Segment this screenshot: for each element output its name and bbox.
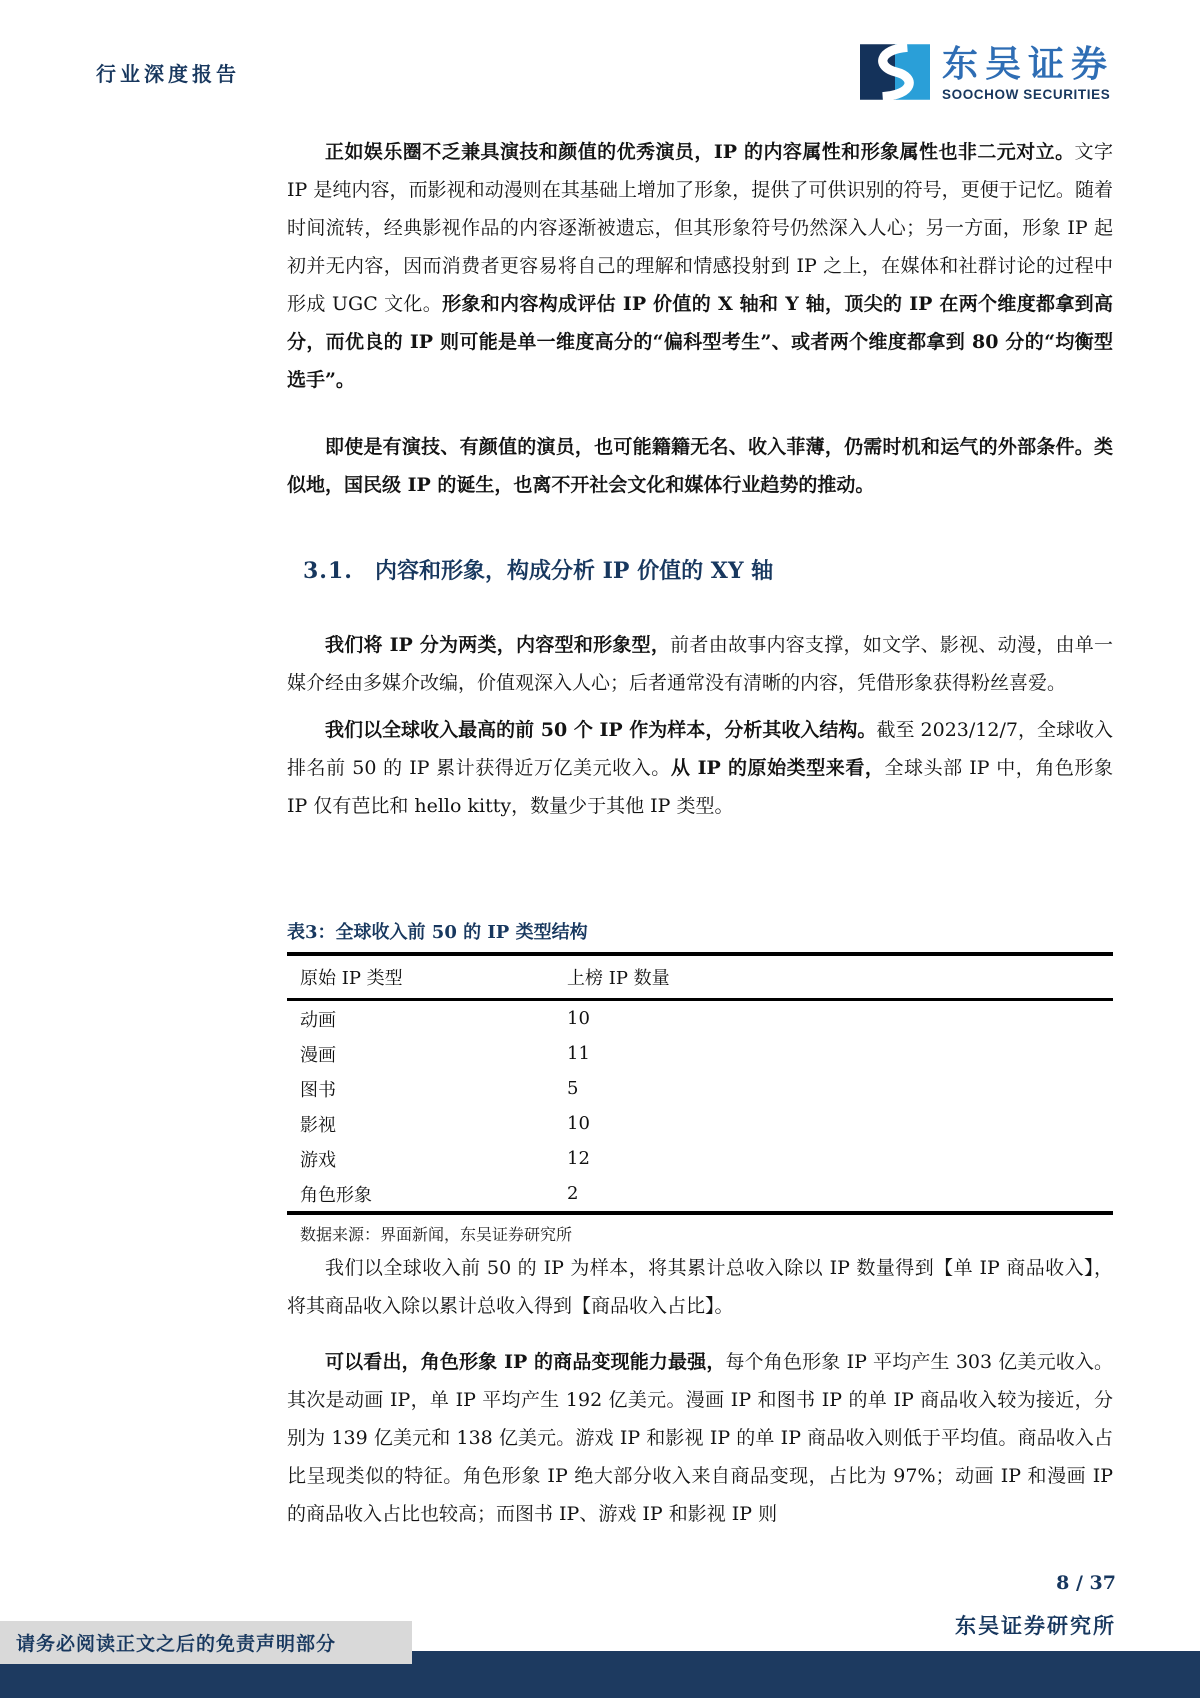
table-cell: 10 [567, 1113, 590, 1134]
table-cell: 图书 [300, 1079, 336, 1101]
brand-name-en: SOOCHOW SECURITIES [942, 87, 1111, 102]
table-cell: 2 [567, 1183, 579, 1204]
source-note: 数据来源：界面新闻，东吴证券研究所 [300, 1225, 573, 1244]
text-run: 我们以全球收入最高的前 50 个 IP 作为样本，分析其收入结构。 [325, 719, 877, 741]
paragraph-1 [287, 133, 1113, 399]
table-row [287, 1106, 1113, 1141]
table-cell: 漫画 [300, 1044, 336, 1066]
soochow-logo-icon [860, 44, 930, 100]
table-row [287, 1176, 1113, 1213]
paragraph-6 [287, 1343, 1113, 1533]
table-row [287, 1036, 1113, 1071]
table-body [287, 1000, 1113, 1214]
paragraph-5 [287, 1249, 1113, 1325]
column-header-ip-count: 上榜 IP 数量 [566, 954, 1113, 1000]
table-cell: 10 [567, 1008, 590, 1029]
text-run: 可以看出，角色形象 IP 的商品变现能力最强， [325, 1351, 726, 1373]
report-type-label: 行业深度报告 [96, 62, 240, 86]
section-title: 内容和形象，构成分析 IP 价值的 XY 轴 [374, 558, 774, 584]
table-header-row [287, 954, 1113, 1000]
table-cell: 动画 [300, 1009, 336, 1031]
brand-logo [860, 44, 1114, 102]
paragraph-3 [287, 626, 1113, 702]
table-row [287, 1141, 1113, 1176]
text-run: 我们以全球收入前 50 的 IP 为样本，将其累计总收入除以 IP 数量得到【单 IP 商品收入】，将其商品收入除以累计总收入得到【商品收入占比】。 [287, 1257, 1113, 1317]
paragraph-2 [287, 428, 1113, 504]
text-run: 截至 2023/12/7，全球收入排名前 50 的 IP 累计获得近万亿美元收入。 [287, 719, 1113, 779]
table-caption: 表3：全球收入前 50 的 IP 类型结构 [287, 922, 588, 943]
table-cell: 5 [567, 1078, 579, 1099]
text-run: 我们将 IP 分为两类，内容型和形象型， [325, 634, 671, 656]
disclaimer-text: 请务必阅读正文之后的免责声明部分 [16, 1633, 337, 1655]
section-heading [287, 556, 1113, 586]
table-block [287, 920, 1113, 1246]
table-row [287, 1071, 1113, 1106]
text-run: 文字 IP 是纯内容，而影视和动漫则在其基础上增加了形象，提供了可供识别的符号，更便于记忆。随着时间流转，经典影视作品的内容逐渐被遗忘，但其形象符号仍然深入人心；另一方面，形象 IP 起初并无内容，因而消费者更容易将自己的理解和情感投射到 IP 之上，在媒体和社群讨论的过程中形成 UGC 文化。 [287, 141, 1113, 315]
column-header-ip-type: 原始 IP 类型 [287, 954, 566, 1000]
table-cell: 游戏 [300, 1149, 336, 1171]
text-run: 从 IP 的原始类型来看， [670, 757, 885, 779]
content-block-bottom [287, 1249, 1113, 1533]
text-run: 即使是有演技、有颜值的演员，也可能籍籍无名、收入菲薄，仍需时机和运气的外部条件。类似地，国民级 IP 的诞生，也离不开社会文化和媒体行业趋势的推动。 [287, 436, 1113, 496]
content-block-top [287, 133, 1113, 825]
text-run: 形象和内容构成评估 IP 价值的 X 轴和 Y 轴，顶尖的 IP 在两个维度都拿到高分，而优良的 IP 则可能是单一维度高分的“偏科型考生”、或者两个维度都拿到 80 分的“均衡型选手”。 [287, 293, 1113, 391]
brand-name-cn: 东吴证券 [942, 43, 1115, 85]
table-cell: 11 [567, 1043, 590, 1064]
section-number: 3.1. [303, 558, 353, 584]
table-row [287, 1000, 1113, 1037]
brand-text [942, 44, 1114, 102]
text-run: 每个角色形象 IP 平均产生 303 亿美元收入。其次是动画 IP，单 IP 平均产生 192 亿美元。漫画 IP 和图书 IP 的单 IP 商品收入较为接近，分别为 139 亿美元和 138 亿美元。游戏 IP 和影视 IP 的单 IP 商品收入则低于平均值。商品收入占比呈现类似的特征。角色形象 IP 绝大部分收入来自商品变现，占比为 97%；动画 IP 和漫画 IP 的商品收入占比也较高；而图书 IP、游戏 IP 和影视 IP 则 [287, 1351, 1114, 1525]
ip-type-table [287, 952, 1113, 1215]
text-run: 前者由故事内容支撑，如文学、影视、动漫，由单一媒介经由多媒介改编，价值观深入人心；后者通常没有清晰的内容，凭借形象获得粉丝喜爱。 [287, 634, 1113, 694]
text-run: 全球头部 IP 中，角色形象 IP 仅有芭比和 hello kitty，数量少于其他 IP 类型。 [287, 757, 1113, 817]
table-cell: 角色形象 [300, 1184, 372, 1206]
disclaimer-box [0, 1621, 412, 1664]
page-number: 8 / 37 [1056, 1572, 1116, 1594]
text-run: 正如娱乐圈不乏兼具演技和颜值的优秀演员，IP 的内容属性和形象属性也非二元对立。 [325, 141, 1075, 163]
institute-name: 东吴证券研究所 [955, 1613, 1116, 1638]
table-cell: 影视 [300, 1114, 336, 1136]
paragraph-4 [287, 711, 1113, 825]
table-cell: 12 [567, 1148, 590, 1169]
